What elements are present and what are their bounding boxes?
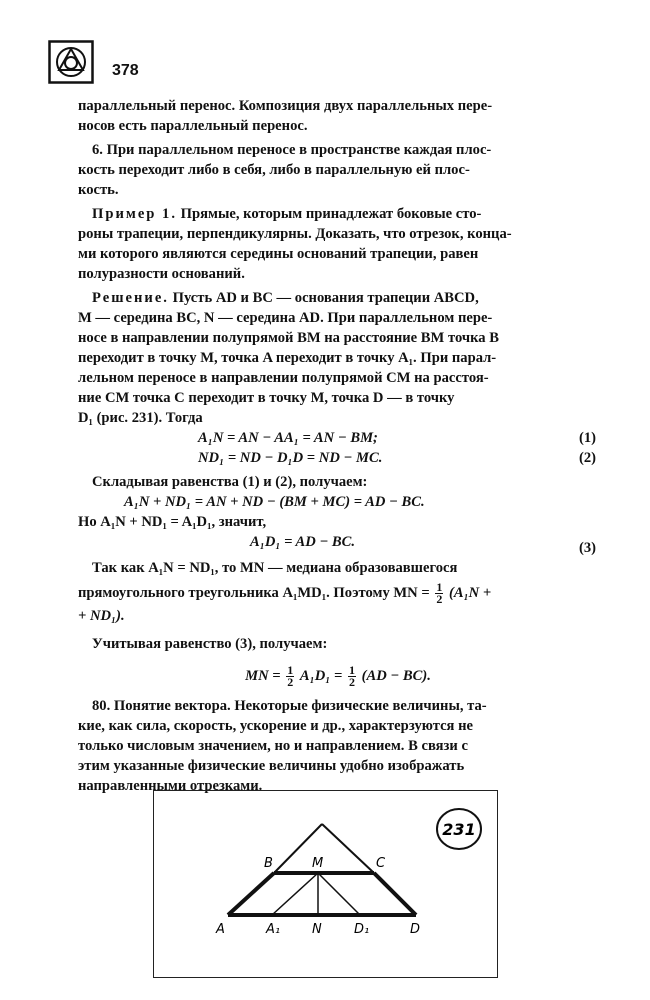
equation-sum: A₁N + ND₁ = AN + ND − (BM + MC) = AD − BC. <box>124 494 425 510</box>
text-line: переходит в точку M, точка A переходит в точку A₁. При парал- <box>78 350 497 366</box>
fraction-one-half: $\frac{1}{2}$ <box>287 663 294 690</box>
trapezoid-leg-cd <box>374 873 416 915</box>
label-a: A <box>216 922 225 937</box>
text-line: + ND₁). <box>78 608 125 624</box>
label-d1: D₁ <box>354 922 370 937</box>
segment-md1 <box>318 873 360 915</box>
example-label: Пример 1. <box>92 206 178 222</box>
book-logo-icon <box>48 40 94 84</box>
section-80-title: 80. Понятие вектора. <box>92 698 231 714</box>
text-line: лельном переносе в направлении полупрямой CM на расстоя- <box>78 370 489 386</box>
text-line: ние CM точка C переходит в точку M, точка D — в точку <box>78 390 455 406</box>
text-line: 6. При параллельном переносе в пространстве каждая плос- <box>92 142 492 158</box>
equation-2: ND₁ = ND − D₁D = ND − MC. (2) <box>198 450 596 466</box>
figure-231 <box>153 790 498 978</box>
text-line: параллельный перенос. Композиция двух параллельных пере- <box>78 98 493 114</box>
solution-label: Решение. <box>92 290 169 306</box>
text-line: направленными отрезками. <box>78 778 263 794</box>
trapezoid-leg-ab <box>228 873 274 915</box>
text-line: Некоторые физические величины, та- <box>234 698 487 714</box>
text-line: роны трапеции, перпендикулярны. Доказать, что отрезок, конца- <box>78 226 512 242</box>
segment-ma1 <box>272 873 318 915</box>
text-block <box>78 96 598 796</box>
equation-3: A₁D₁ = AD − BC. (3) <box>250 534 596 556</box>
text-line: Учитывая равенство (3), получаем: <box>92 636 328 652</box>
equation-1: A₁N = AN − AA₁ = AN − BM; (1) <box>198 430 596 446</box>
trapezoid-diagram <box>154 791 499 979</box>
equation-number: (2) <box>578 450 596 466</box>
text-line: Прямые, которым принадлежат боковые сто- <box>180 206 482 222</box>
label-c: C <box>376 856 386 871</box>
text-line: носов есть параллельный перенос. <box>78 118 308 134</box>
text-line: M — середина BC, N — середина AD. При параллельном пере- <box>78 310 493 326</box>
equation-number: (1) <box>578 430 596 446</box>
equation-number: (3) <box>578 540 596 556</box>
example-paragraph <box>78 204 598 224</box>
text-line: кость переходит либо в себя, либо в параллельную ей плос- <box>78 162 470 178</box>
text-line: носе в направлении полупрямой BM на расстояние BM точка B <box>78 330 499 346</box>
text-line: кость. <box>78 182 119 198</box>
label-d: D <box>410 922 421 937</box>
text-line: Пусть AD и BC — основания трапеции ABCD, <box>172 290 479 306</box>
solution-paragraph <box>78 288 598 308</box>
text-line: прямоугольного треугольника A₁MD₁. Поэтому MN = $\frac{1}{2}$ (A₁N + <box>78 580 492 607</box>
text-line: этим указанные физические величины удобно изображать <box>78 758 465 774</box>
text-line: Так как A₁N = ND₁, то MN — медиана образовавшегося <box>92 560 458 576</box>
text-line: кие, как сила, скорость, ускорение и др., характерзуются не <box>78 718 473 734</box>
final-equation: MN = $\frac{1}{2}$ A₁D₁ = $\frac{1}{2}$ (AD − BC). <box>245 663 431 690</box>
figure-number: 231 <box>442 820 476 839</box>
right-side-upper <box>322 824 374 873</box>
label-b: B <box>264 856 273 871</box>
text-line: ми которого являются середины оснований трапеции, равен <box>78 246 479 262</box>
page-number: 378 <box>112 62 139 79</box>
text-line: Складывая равенства (1) и (2), получаем: <box>92 474 368 490</box>
label-a1: A₁ <box>266 922 281 937</box>
text-line: Но A₁N + ND₁ = A₁D₁, значит, <box>78 514 267 530</box>
text-line: D₁ (рис. 231). Тогда <box>78 410 203 426</box>
label-n: N <box>312 922 322 937</box>
label-m: M <box>312 856 324 871</box>
text-line: полуразности оснований. <box>78 266 245 282</box>
text-line: только числовым значением, но и направлением. В связи с <box>78 738 468 754</box>
section-80-paragraph <box>78 696 598 716</box>
fraction-one-half: $\frac{1}{2}$ <box>436 580 443 607</box>
fraction-one-half: $\frac{1}{2}$ <box>348 663 355 690</box>
